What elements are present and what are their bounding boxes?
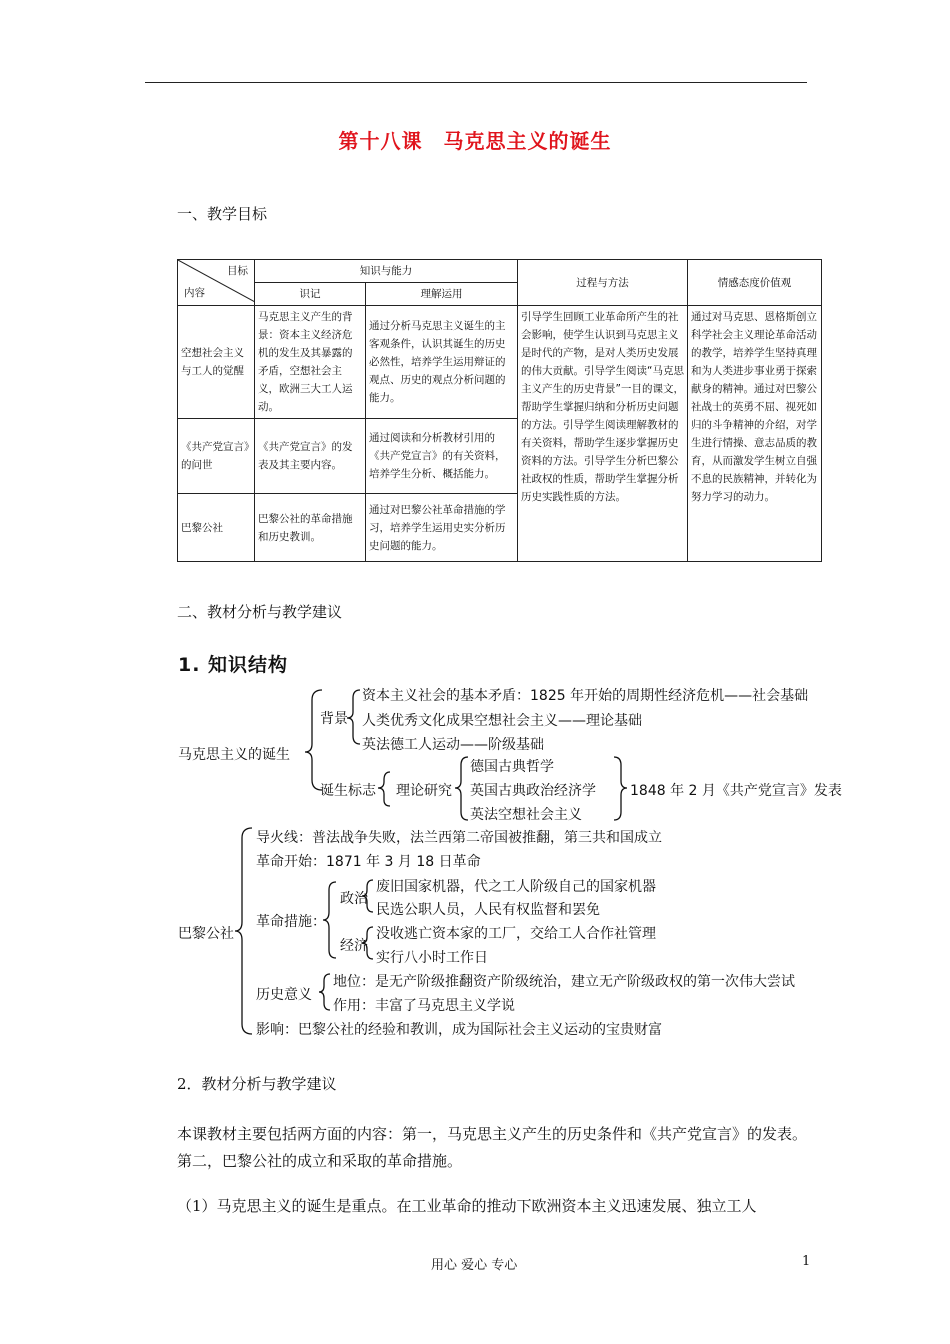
brace-marx — [305, 690, 322, 790]
ks-history-1: 地位：是无产阶级推翻资产阶级统治，建立无产阶级政权的第一次伟大尝试 — [333, 974, 795, 990]
ks-bg-2: 人类优秀文化成果空想社会主义——理论基础 — [362, 713, 642, 729]
ks-marx: 马克思主义的诞生 — [178, 747, 290, 763]
brace-background — [347, 690, 360, 744]
ks-bg-1: 资本主义社会的基本矛盾：1825 年开始的周期性经济危机——社会基础 — [362, 688, 809, 704]
row-name: 空想社会主义与工人的觉醒 — [178, 306, 255, 419]
header-apply: 理解运用 — [366, 283, 518, 306]
knowledge-structure-heading: 1. 知识结构 — [178, 654, 289, 676]
ks-influence: 影响：巴黎公社的经验和教训，成为国际社会主义运动的宝贵财富 — [256, 1022, 662, 1038]
brace-theory-right — [614, 757, 627, 820]
ks-fuse: 导火线：普法战争失败，法兰西第二帝国被推翻，第三共和国成立 — [256, 830, 662, 846]
header-recall: 识记 — [255, 283, 366, 306]
brace-theory — [455, 757, 468, 820]
emotion-cell: 通过对马克思、恩格斯创立科学社会主义理论革命活动的教学，培养学生坚持真理和为人类进步事业勇于探索献身的精神。通过对巴黎公社战士的英勇不屈、视死如归的斗争精神的介绍，对学生进行情操、意志品质的教育，从而激发学生树立自强不息的民族精神，并转化为努力学习的动力。 — [688, 306, 822, 562]
ks-bg-3: 英法德工人运动——阶级基础 — [362, 737, 544, 753]
process-cell: 引导学生回顾工业革命所产生的社会影响，使学生认识到马克思主义是时代的产物，是对人类历史发展的伟大贡献。引导学生阅读“马克思主义产生的历史背景”一目的课文，帮助学生掌握归纳和分析历史问题的方法。引导学生阅读理解教材的有关资料，帮助学生逐步掌握历史资料的方法。引导学生分析巴黎公社政权的性质，帮助学生掌握分析历史实践性质的方法。 — [518, 306, 688, 562]
brace-history — [319, 974, 330, 1010]
page-title: 第十八课 马克思主义的诞生 — [338, 129, 612, 153]
subsection-heading: 2．教材分析与教学建议 — [177, 1075, 337, 1093]
ks-theory: 理论研究 — [396, 783, 452, 799]
row-apply: 通过分析马克思主义诞生的主客观条件，认识其诞生的历史必然性，培养学生运用辩证的观点、历史的观点分析问题的能力。 — [366, 306, 518, 419]
ks-theory-3: 英法空想社会主义 — [470, 807, 582, 823]
paragraph-1: 本课教材主要包括两方面的内容：第一，马克思主义产生的历史条件和《共产党宣言》的发表。第二，巴黎公社的成立和采取的革命措施。 — [177, 1125, 808, 1170]
ks-history-2: 作用：丰富了马克思主义学说 — [333, 998, 515, 1014]
section-heading-objectives: 一、教学目标 — [177, 205, 268, 223]
ks-background: 背景 — [320, 711, 348, 727]
ks-theory-1: 德国古典哲学 — [470, 759, 554, 775]
row-apply: 通过对巴黎公社革命措施的学习，培养学生运用史实分析历史问题的能力。 — [366, 494, 518, 562]
ks-politics-1: 废旧国家机器，代之工人阶级自己的国家机器 — [376, 879, 656, 895]
row-name: 《共产党宣言》的问世 — [178, 419, 255, 494]
ks-history: 历史意义 — [256, 987, 312, 1003]
section-heading-analysis: 二、教材分析与教学建议 — [177, 603, 343, 621]
row-apply: 通过阅读和分析教材引用的《共产党宣言》的有关资料，培养学生分析、概括能力。 — [366, 419, 518, 494]
row-recall: 马克思主义产生的背景：资本主义经济危机的发生及其暴露的矛盾，空想社会主义，欧洲三大工人运动。 — [255, 306, 366, 419]
corner-label-content: 内容 — [184, 287, 205, 299]
page-number: 1 — [802, 1254, 811, 1269]
footer-text: 用心 爱心 专心 — [431, 1258, 518, 1273]
ks-manifesto: 1848 年 2 月《共产党宣言》发表 — [630, 783, 842, 799]
corner-label-goal: 目标 — [227, 265, 248, 277]
ks-economy-1: 没收逃亡资本家的工厂，交给工人合作社管理 — [376, 926, 656, 942]
brace-sign — [378, 772, 390, 806]
header-knowledge: 知识与能力 — [255, 260, 518, 283]
ks-theory-2: 英国古典政治经济学 — [470, 783, 596, 799]
ks-politics-2: 民选公职人员，人民有权监督和罢免 — [376, 902, 600, 918]
ks-politics: 政治 — [340, 891, 368, 907]
row-name: 巴黎公社 — [178, 494, 255, 562]
ks-economy: 经济 — [340, 938, 368, 954]
paragraph-2: （1）马克思主义的诞生是重点。在工业革命的推动下欧洲资本主义迅速发展、独立工人 — [177, 1197, 757, 1215]
row-recall: 巴黎公社的革命措施和历史教训。 — [255, 494, 366, 562]
ks-start: 革命开始：1871 年 3 月 18 日革命 — [256, 854, 481, 870]
ks-economy-2: 实行八小时工作日 — [376, 950, 488, 966]
row-recall: 《共产党宣言》的发表及其主要内容。 — [255, 419, 366, 494]
ks-sign: 诞生标志 — [320, 783, 376, 799]
header-process: 过程与方法 — [518, 260, 688, 306]
brace-paris — [235, 828, 252, 1034]
header-emotion: 情感态度价值观 — [688, 260, 822, 306]
ks-measures: 革命措施： — [256, 914, 326, 930]
ks-paris: 巴黎公社 — [178, 926, 234, 942]
